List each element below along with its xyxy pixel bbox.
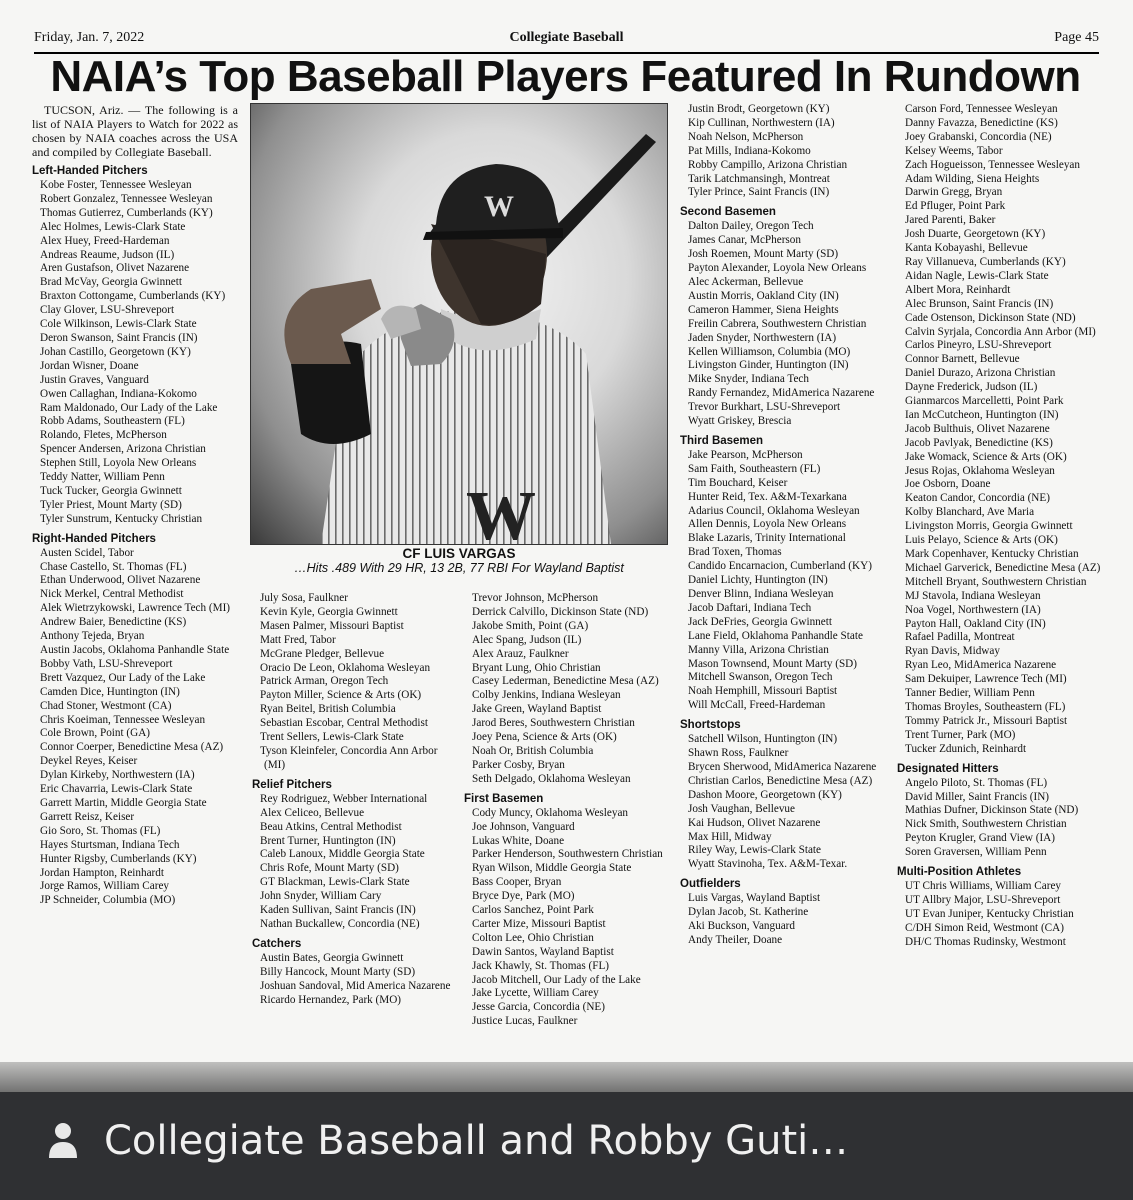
caption-title: CF LUIS VARGAS	[402, 546, 516, 561]
player-entry: Dawin Santos, Wayland Baptist	[472, 945, 614, 958]
player-entry: Joey Pena, Science & Arts (OK)	[472, 731, 617, 744]
column-5	[897, 103, 1101, 950]
player-entry: Chad Stoner, Westmont (CA)	[40, 699, 172, 712]
player-entry: Aki Buckson, Vanguard	[688, 920, 795, 933]
player-entry: Brett Vazquez, Our Lady of the Lake	[40, 671, 206, 684]
caption-subtitle: …Hits .489 With 29 HR, 13 2B, 77 RBI For Wayland Baptist	[294, 561, 624, 575]
section-heading: First Basemen	[464, 792, 544, 805]
player-entry: Joe Johnson, Vanguard	[472, 820, 575, 833]
player-entry: GT Blackman, Lewis-Clark State	[260, 876, 410, 889]
player-entry: Austin Morris, Oakland City (IN)	[688, 289, 839, 302]
player-entry: Parker Henderson, Southwestern Christian	[472, 848, 663, 861]
player-entry: Garrett Martin, Middle Georgia State	[40, 796, 207, 809]
player-entry: Oracio De Leon, Oklahoma Wesleyan	[260, 661, 431, 674]
player-entry: Stephen Still, Loyola New Orleans	[40, 457, 197, 470]
section-heading: Third Basemen	[680, 434, 764, 447]
section-heading: Left-Handed Pitchers	[32, 165, 148, 177]
player-entry: Ryan Wilson, Middle Georgia State	[472, 862, 632, 875]
player-entry: Andreas Reaume, Judson (IL)	[40, 248, 175, 261]
player-entry: Jared Parenti, Baker	[905, 214, 996, 227]
player-entry: Jake Pearson, McPherson	[688, 448, 803, 461]
player-entry: Ian McCutcheon, Huntington (IN)	[905, 408, 1059, 421]
player-photo	[250, 103, 668, 545]
player-entry: Teddy Natter, William Penn	[40, 471, 165, 484]
player-entry: Josh Vaughan, Bellevue	[688, 802, 795, 815]
player-entry: DH/C Thomas Rudinsky, Westmont	[905, 935, 1066, 948]
player-entry: Kellen Williamson, Columbia (MO)	[688, 345, 851, 358]
player-entry: Kobe Foster, Tennessee Wesleyan	[40, 179, 192, 191]
player-entry: Connor Coerper, Benedictine Mesa (AZ)	[40, 741, 224, 754]
player-entry: Joe Osborn, Doane	[905, 478, 991, 491]
player-entry: Kanta Kobayashi, Bellevue	[905, 242, 1028, 255]
share-attribution-bar[interactable]	[0, 1092, 1133, 1200]
player-entry: John Snyder, William Cary	[260, 890, 382, 903]
batter-illustration	[251, 104, 667, 544]
player-entry: Jack Khawly, St. Thomas (FL)	[472, 959, 610, 972]
player-entry: Bryant Lung, Ohio Christian	[472, 661, 601, 674]
section-heading: Right-Handed Pitchers	[32, 532, 156, 545]
player-entry: Carson Ford, Tennessee Wesleyan	[905, 103, 1058, 115]
masthead-publication: Collegiate Baseball	[509, 30, 624, 45]
player-entry: Cameron Hammer, Siena Heights	[688, 303, 839, 316]
player-entry: Rolando, Fletes, McPherson	[40, 429, 167, 442]
player-entry: Albert Mora, Reinhardt	[905, 283, 1011, 296]
player-entry: Allen Dennis, Loyola New Orleans	[688, 518, 847, 531]
player-entry: Cody Muncy, Oklahoma Wesleyan	[472, 806, 629, 819]
player-entry: Mark Copenhaver, Kentucky Christian	[905, 548, 1079, 560]
player-entry: Ryan Davis, Midway	[905, 645, 1000, 658]
player-entry: Andy Theiler, Doane	[688, 933, 783, 946]
player-entry: Adarius Council, Oklahoma Wesleyan	[688, 504, 860, 517]
player-entry: Danny Favazza, Benedictine (KS)	[905, 116, 1058, 129]
masthead-date: Friday, Jan. 7, 2022	[34, 30, 145, 45]
player-entry: Lukas White, Doane	[472, 834, 565, 847]
player-entry: Nick Merkel, Central Methodist	[40, 588, 184, 601]
player-entry: Wyatt Griskey, Brescia	[688, 415, 792, 428]
player-entry: Kolby Blanchard, Ave Maria	[905, 506, 1035, 519]
player-entry: Kaden Sullivan, Saint Francis (IN)	[260, 904, 416, 917]
player-entry: Hunter Reid, Tex. A&M-Texarkana	[688, 490, 847, 503]
player-entry: Josh Roemen, Mount Marty (SD)	[688, 248, 839, 261]
player-entry: UT Chris Williams, William Carey	[905, 880, 1062, 893]
player-entry: Jesus Rojas, Oklahoma Wesleyan	[905, 464, 1055, 477]
player-entry: Tommy Patrick Jr., Missouri Baptist	[905, 714, 1068, 727]
player-entry: Carlos Pineyro, LSU-Shreveport	[905, 339, 1052, 352]
player-entry: Angelo Piloto, St. Thomas (FL)	[905, 776, 1048, 789]
player-entry: Jordan Wisner, Doane	[40, 359, 139, 372]
player-entry: Dalton Dailey, Oregon Tech	[688, 220, 814, 233]
player-entry: Daniel Lichty, Huntington (IN)	[688, 574, 828, 587]
player-entry: Tyler Sunstrum, Kentucky Christian	[40, 512, 203, 525]
player-entry: Trevor Johnson, McPherson	[472, 592, 599, 604]
player-entry: Payton Hall, Oakland City (IN)	[905, 617, 1046, 630]
player-entry: Patrick Arman, Oregon Tech	[260, 675, 389, 688]
player-entry: Mathias Dufner, Dickinson State (ND)	[905, 804, 1079, 817]
player-entry: Parker Cosby, Bryan	[472, 758, 565, 771]
player-entry: Sebastian Escobar, Central Methodist	[260, 717, 428, 730]
player-entry: Cole Wilkinson, Lewis-Clark State	[40, 318, 197, 331]
player-entry: Max Hill, Midway	[688, 830, 772, 843]
player-entry: Daniel Durazo, Arizona Christian	[905, 367, 1056, 380]
player-entry: Colby Jenkins, Indiana Wesleyan	[472, 689, 621, 702]
player-entry: Luis Pelayo, Science & Arts (OK)	[905, 534, 1058, 547]
player-entry: Kevin Kyle, Georgia Gwinnett	[260, 605, 398, 618]
player-entry: Mitchell Swanson, Oregon Tech	[688, 671, 833, 684]
player-entry: Ray Villanueva, Cumberlands (KY)	[905, 255, 1066, 268]
player-entry: Clay Glover, LSU-Shreveport	[40, 304, 175, 317]
player-entry: Cade Ostenson, Dickinson State (ND)	[905, 311, 1076, 324]
player-entry: Darwin Gregg, Bryan	[905, 186, 1003, 199]
player-entry: Alex Huey, Freed-Hardeman	[40, 234, 170, 247]
player-entry: Alex Arauz, Faulkner	[472, 647, 569, 660]
player-entry: Jesse Garcia, Concordia (NE)	[472, 1001, 605, 1014]
player-entry: Randy Fernandez, MidAmerica Nazarene	[688, 387, 875, 400]
attribution-text: Collegiate Baseball and Robby Guti…	[104, 1118, 849, 1164]
player-entry: Trevor Burkhart, LSU-Shreveport	[688, 401, 841, 414]
player-entry: Jacob Pavlyak, Benedictine (KS)	[905, 436, 1053, 449]
player-entry: Noah Or, British Columbia	[472, 744, 594, 757]
player-entry: Denver Blinn, Indiana Wesleyan	[688, 588, 834, 600]
player-entry: Aren Gustafson, Olivet Nazarene	[40, 262, 190, 275]
player-entry: Tucker Zdunich, Reinhardt	[905, 742, 1027, 755]
player-entry: Jarod Beres, Southwestern Christian	[472, 717, 635, 730]
player-entry: Billy Hancock, Mount Marty (SD)	[260, 965, 416, 978]
player-entry: Rafael Padilla, Montreat	[905, 631, 1015, 644]
player-entry: Austin Jacobs, Oklahoma Panhandle State	[40, 644, 230, 656]
player-entry: Chase Castello, St. Thomas (FL)	[40, 560, 187, 573]
column-3	[464, 592, 668, 1029]
player-entry: Kai Hudson, Olivet Nazarene	[688, 816, 821, 829]
player-entry: Brent Turner, Huntington (IN)	[260, 834, 396, 847]
player-entry: Keaton Candor, Concordia (NE)	[905, 492, 1050, 505]
player-entry: Kip Cullinan, Northwestern (IA)	[688, 116, 835, 129]
player-entry: Colton Lee, Ohio Christian	[472, 931, 594, 944]
player-entry: Bryce Dye, Park (MO)	[472, 890, 575, 903]
player-entry: Austin Bates, Georgia Gwinnett	[260, 951, 404, 964]
player-entry: Jacob Bulthuis, Olivet Nazarene	[905, 422, 1050, 435]
section-heading: Designated Hitters	[897, 762, 999, 775]
player-entry: Payton Miller, Science & Arts (OK)	[260, 689, 422, 702]
section-heading: Shortstops	[680, 719, 741, 732]
player-entry: Andrew Baier, Benedictine (KS)	[40, 616, 187, 629]
player-entry: Brycen Sherwood, MidAmerica Nazarene	[688, 760, 877, 773]
photo-caption	[250, 546, 668, 575]
player-entry: Justin Graves, Vanguard	[40, 373, 149, 386]
player-entry: Jaden Snyder, Northwestern (IA)	[688, 331, 837, 344]
player-entry: Cole Brown, Point (GA)	[40, 727, 151, 740]
player-entry: Rey Rodriguez, Webber International	[260, 792, 428, 805]
masthead	[34, 30, 1099, 54]
player-entry: Aidan Nagle, Lewis-Clark State	[905, 269, 1049, 282]
player-entry: Johan Castillo, Georgetown (KY)	[40, 345, 191, 358]
player-entry: Ryan Beitel, British Columbia	[260, 703, 396, 716]
player-entry: Livingston Ginder, Huntington (IN)	[688, 359, 849, 372]
player-entry: Jacob Mitchell, Our Lady of the Lake	[472, 973, 641, 986]
user-icon	[48, 1122, 78, 1158]
player-entry: Hayes Sturtsman, Indiana Tech	[40, 838, 180, 851]
player-entry: Eric Chavarria, Lewis-Clark State	[40, 783, 193, 796]
player-entry: Payton Alexander, Loyola New Orleans	[688, 262, 867, 275]
section-heading: Catchers	[252, 937, 302, 950]
player-entry: Spencer Andersen, Arizona Christian	[40, 443, 206, 456]
player-entry: Noa Vogel, Northwestern (IA)	[905, 603, 1041, 616]
player-entry: Nathan Buckallew, Concordia (NE)	[260, 917, 420, 930]
player-entry: Alec Spang, Judson (IL)	[472, 633, 582, 646]
player-entry: Jake Lycette, William Carey	[472, 987, 599, 1000]
player-entry: Trent Sellers, Lewis-Clark State	[260, 731, 404, 744]
section-heading: Second Basemen	[680, 206, 776, 219]
player-entry: Pat Mills, Indiana-Kokomo	[688, 144, 811, 157]
player-entry: Ryan Leo, MidAmerica Nazarene	[905, 659, 1057, 672]
player-entry: Lane Field, Oklahoma Panhandle State	[688, 629, 863, 642]
jersey-logo: W	[466, 478, 536, 544]
player-entry: Mason Townsend, Mount Marty (SD)	[688, 657, 857, 670]
player-entry: Matt Fred, Tabor	[260, 633, 336, 646]
player-entry: Blake Lazaris, Trinity International	[688, 532, 846, 545]
player-entry: Joey Grabanski, Concordia (NE)	[905, 130, 1052, 143]
player-entry: Alec Ackerman, Bellevue	[688, 275, 804, 288]
player-entry: Adam Wilding, Siena Heights	[905, 172, 1040, 185]
player-entry: Peyton Krugler, Grand View (IA)	[905, 832, 1055, 845]
player-entry: Ethan Underwood, Olivet Nazarene	[40, 574, 201, 587]
player-entry: JP Schneider, Columbia (MO)	[40, 894, 176, 907]
player-entry: Ricardo Hernandez, Park (MO)	[260, 993, 402, 1006]
player-entry: Alek Wietrzykowski, Lawrence Tech (MI)	[40, 602, 231, 615]
player-entry: Michael Garverick, Benedictine Mesa (AZ)	[905, 561, 1101, 574]
player-entry: Trent Turner, Park (MO)	[905, 728, 1016, 741]
player-entry: Dashon Moore, Georgetown (KY)	[688, 788, 842, 801]
player-entry: Thomas Gutierrez, Cumberlands (KY)	[40, 206, 213, 219]
player-entry: Jakobe Smith, Point (GA)	[472, 619, 589, 632]
player-entry: UT Evan Juniper, Kentucky Christian	[905, 907, 1074, 920]
player-entry: Tyler Prince, Saint Francis (IN)	[688, 186, 830, 199]
headline: NAIA’s Top Baseball Players Featured In Rundown	[50, 52, 1081, 101]
player-entry: Masen Palmer, Missouri Baptist	[260, 619, 404, 632]
player-entry: Braxton Cottongame, Cumberlands (KY)	[40, 290, 226, 303]
column-4	[680, 103, 886, 948]
player-entry: Casey Lederman, Benedictine Mesa (AZ)	[472, 675, 659, 688]
player-entry: Deron Swanson, Saint Francis (IN)	[40, 331, 198, 344]
player-entry: Sam Dekuiper, Lawrence Tech (MI)	[905, 673, 1067, 686]
player-entry: Satchell Wilson, Huntington (IN)	[688, 733, 838, 746]
helmet-logo: W	[484, 190, 514, 223]
player-entry: Calvin Syrjala, Concordia Ann Arbor (MI)	[905, 325, 1096, 338]
player-entry: Freilin Cabrera, Southwestern Christian	[688, 317, 867, 330]
player-entry: Tim Bouchard, Keiser	[688, 476, 788, 489]
player-entry: Sam Faith, Southeastern (FL)	[688, 462, 821, 475]
player-entry: Alec Holmes, Lewis-Clark State	[40, 220, 186, 233]
player-entry: Riley Way, Lewis-Clark State	[688, 844, 822, 857]
player-entry: Dylan Jacob, St. Katherine	[688, 906, 809, 919]
player-entry: Mike Snyder, Indiana Tech	[688, 373, 809, 386]
section-heading: Outfielders	[680, 878, 741, 891]
player-entry: Josh Duarte, Georgetown (KY)	[905, 228, 1046, 241]
player-entry: Gio Soro, St. Thomas (FL)	[40, 824, 161, 837]
player-entry: Owen Callaghan, Indiana-Kokomo	[40, 387, 197, 400]
player-entry: Joshuan Sandoval, Mid America Nazarene	[260, 979, 451, 992]
player-entry: Robby Campillo, Arizona Christian	[688, 158, 848, 171]
player-entry: Dylan Kirkeby, Northwestern (IA)	[40, 769, 195, 782]
player-entry: Christian Carlos, Benedictine Mesa (AZ)	[688, 774, 873, 787]
player-entry: Zach Hogueisson, Tennessee Wesleyan	[905, 158, 1080, 171]
player-entry: Anthony Tejeda, Bryan	[40, 630, 145, 643]
player-entry: Jorge Ramos, William Carey	[40, 880, 170, 893]
player-entry: Seth Delgado, Oklahoma Wesleyan	[472, 772, 631, 785]
section-heading: Multi-Position Athletes	[897, 866, 1022, 879]
player-entry: Hunter Rigsby, Cumberlands (KY)	[40, 852, 197, 865]
player-entry: Tyler Priest, Mount Marty (SD)	[40, 498, 182, 511]
player-entry: David Miller, Saint Francis (IN)	[905, 790, 1050, 803]
player-entry: Connor Barnett, Bellevue	[905, 353, 1020, 366]
masthead-page-number: Page 45	[1054, 30, 1099, 45]
player-entry: Soren Graversen, William Penn	[905, 846, 1047, 859]
player-entry: Garrett Reisz, Keiser	[40, 810, 135, 823]
player-entry: Wyatt Stavinoha, Tex. A&M-Texar.	[688, 858, 848, 871]
player-entry: Bobby Vath, LSU-Shreveport	[40, 657, 173, 670]
player-entry: Will McCall, Freed-Hardeman	[688, 699, 826, 712]
player-entry: Austen Scidel, Tabor	[40, 546, 134, 559]
player-entry: Candido Encarnacion, Cumberland (KY)	[688, 560, 872, 573]
column-2	[252, 592, 452, 1007]
player-entry: Kelsey Weems, Tabor	[905, 144, 1003, 157]
player-entry: Tyson Kleinfeler, Concordia Ann Arbor (MI)	[260, 744, 438, 771]
player-entry: Jake Womack, Science & Arts (OK)	[905, 450, 1067, 463]
player-entry: James Canar, McPherson	[688, 234, 801, 247]
player-entry: Robb Adams, Southeastern (FL)	[40, 415, 185, 428]
player-entry: Carter Mize, Missouri Baptist	[472, 917, 606, 930]
player-entry: Jake Green, Wayland Baptist	[472, 703, 602, 716]
player-entry: McGrane Pledger, Bellevue	[260, 647, 385, 660]
player-entry: Jack DeFries, Georgia Gwinnett	[688, 615, 832, 628]
player-entry: Chris Rofe, Mount Marty (SD)	[260, 862, 399, 875]
player-entry: Justin Brodt, Georgetown (KY)	[688, 103, 830, 115]
player-entry: Brad McVay, Georgia Gwinnett	[40, 276, 182, 289]
player-entry: Tarik Latchmansingh, Montreat	[688, 172, 830, 185]
player-entry: Shawn Ross, Faulkner	[688, 747, 789, 760]
player-entry: Livingston Morris, Georgia Gwinnett	[905, 520, 1073, 533]
player-entry: Caleb Lanoux, Middle Georgia State	[260, 848, 425, 861]
player-entry: UT Allbry Major, LSU-Shreveport	[905, 893, 1061, 906]
column-1	[32, 103, 238, 908]
lede-paragraph: TUCSON, Ariz. — The following is a list of NAIA Players to Watch for 2022 as chosen by NAIA coaches across the USA and compiled by Collegiate Baseball.	[32, 103, 238, 159]
player-entry: Mitchell Bryant, Southwestern Christian	[905, 575, 1087, 588]
player-entry: Ram Maldonado, Our Lady of the Lake	[40, 401, 218, 414]
player-entry: Alec Brunson, Saint Francis (IN)	[905, 297, 1054, 310]
player-entry: Carlos Sanchez, Point Park	[472, 904, 594, 917]
player-entry: Tanner Bedier, William Penn	[905, 687, 1035, 700]
player-entry: Manny Villa, Arizona Christian	[688, 643, 829, 656]
player-entry: Luis Vargas, Wayland Baptist	[688, 892, 821, 905]
player-entry: Derrick Calvillo, Dickinson State (ND)	[472, 605, 649, 618]
player-entry: Chris Koeiman, Tennessee Wesleyan	[40, 713, 206, 726]
player-entry: Justice Lucas, Faulkner	[472, 1015, 578, 1028]
player-entry: Alex Celiceo, Bellevue	[260, 806, 365, 819]
player-entry: Robert Gonzalez, Tennessee Wesleyan	[40, 192, 213, 205]
player-entry: Beau Atkins, Central Methodist	[260, 820, 402, 833]
player-entry: Noah Hemphill, Missouri Baptist	[688, 685, 838, 698]
player-entry: Gianmarcos Marcelletti, Point Park	[905, 395, 1064, 408]
player-entry: Thomas Broyles, Southeastern (FL)	[905, 700, 1066, 713]
player-entry: Bass Cooper, Bryan	[472, 876, 562, 889]
player-entry: MJ Stavola, Indiana Wesleyan	[905, 589, 1041, 602]
player-entry: Ed Pfluger, Point Park	[905, 200, 1006, 213]
player-entry: July Sosa, Faulkner	[260, 592, 348, 604]
player-entry: Deykel Reyes, Keiser	[40, 755, 138, 768]
player-entry: Nick Smith, Southwestern Christian	[905, 818, 1067, 831]
section-heading: Relief Pitchers	[252, 778, 332, 791]
player-entry: Tuck Tucker, Georgia Gwinnett	[40, 484, 182, 497]
player-entry: Jordan Hampton, Reinhardt	[40, 866, 164, 879]
player-entry: Camden Dice, Huntington (IN)	[40, 685, 180, 698]
player-entry: Noah Nelson, McPherson	[688, 130, 804, 143]
bottom-overlay	[0, 1062, 1133, 1092]
player-entry: Jacob Daftari, Indiana Tech	[688, 601, 812, 614]
player-entry: Brad Toxen, Thomas	[688, 546, 782, 559]
player-entry: Dayne Frederick, Judson (IL)	[905, 381, 1038, 394]
player-entry: C/DH Simon Reid, Westmont (CA)	[905, 921, 1064, 934]
